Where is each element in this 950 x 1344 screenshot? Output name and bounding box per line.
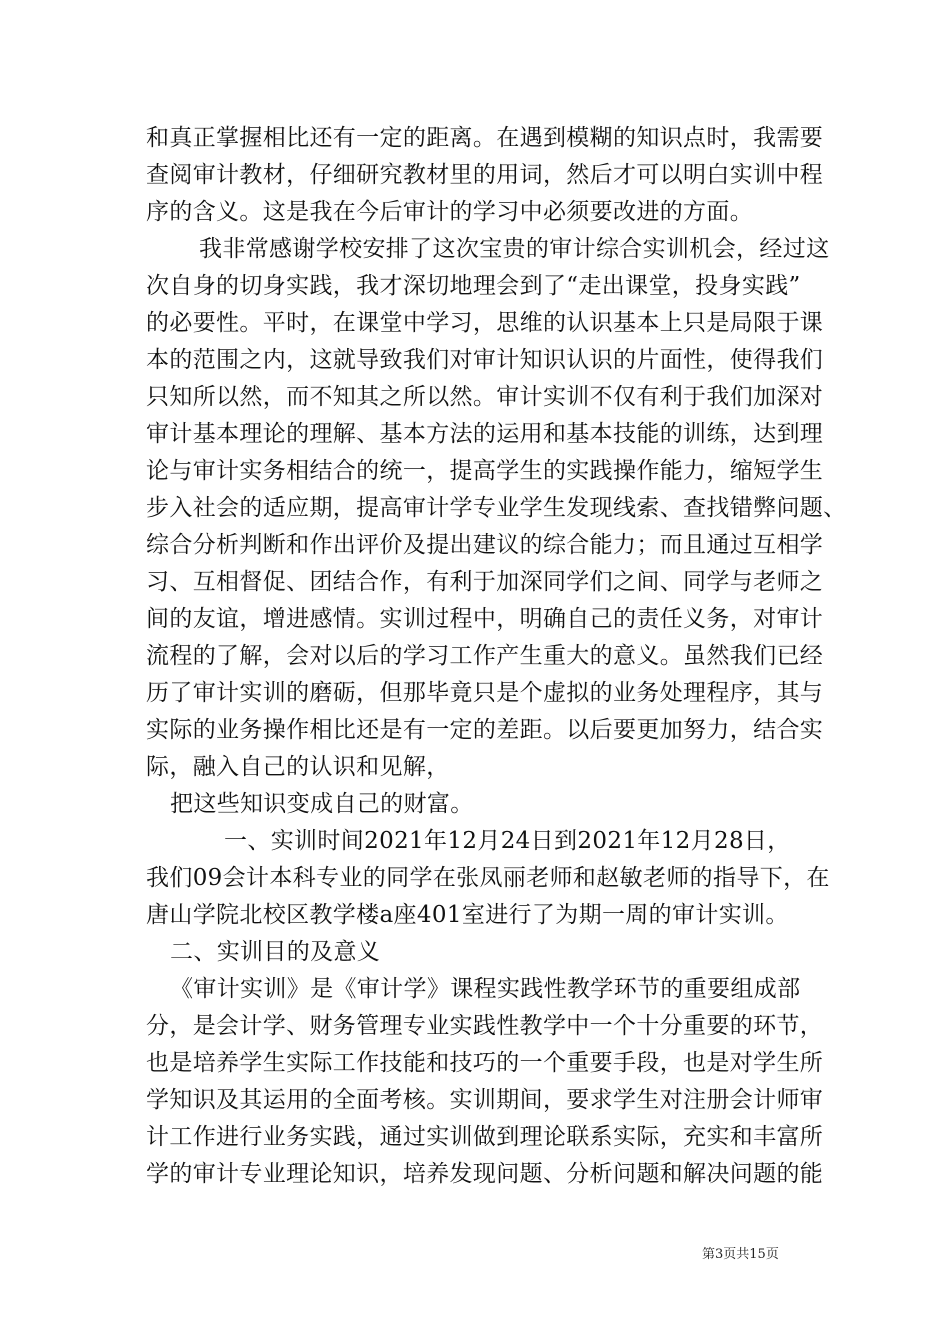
page-number-footer: 第3页共15页	[702, 1247, 779, 1262]
text-line-19: 把这些知识变成自己的财富。	[170, 791, 474, 817]
text-line-11: 步入社会的适应期，提高审计学专业学生发现线索、查找错弊问题、	[146, 495, 847, 521]
text-line-14: 间的友谊，增进感情。实训过程中，明确自己的责任义务，对审计	[146, 606, 824, 632]
text-line-25: 分，是会计学、财务管理专业实践性教学中一个十分重要的环节，	[146, 1013, 824, 1039]
text-line-20: 一、实训时间2021年12月24日到2021年12月28日，	[224, 828, 791, 854]
text-line-8: 只知所以然，而不知其之所以然。审计实训不仅有利于我们加深对	[146, 384, 824, 410]
text-line-4: 我非常感谢学校安排了这次宝贵的审计综合实训机会，经过这	[199, 236, 830, 262]
text-line-15: 流程的了解，会对以后的学习工作产生重大的意义。虽然我们已经	[146, 643, 824, 669]
text-line-13: 习、互相督促、团结合作，有利于加深同学们之间、同学与老师之	[146, 569, 824, 595]
text-line-17: 实际的业务操作相比还是有一定的差距。以后要更加努力，结合实	[146, 717, 824, 743]
text-line-29: 学的审计专业理论知识，培养发现问题、分析问题和解决问题的能	[146, 1161, 824, 1187]
text-line-21: 我们09会计本科专业的同学在张凤丽老师和赵敏老师的指导下，在	[146, 865, 830, 891]
section-heading: 二、实训目的及意义	[170, 939, 381, 965]
text-line-16: 历了审计实训的磨砺，但那毕竟只是个虚拟的业务处理程序，其与	[146, 680, 824, 706]
text-line-6: 的必要性。平时，在课堂中学习，思维的认识基本上只是局限于课	[146, 310, 824, 336]
text-line-12: 综合分析判断和作出评价及提出建议的综合能力；而且通过互相学	[146, 532, 824, 558]
text-line-7: 本的范围之内，这就导致我们对审计知识认识的片面性，使得我们	[146, 347, 824, 373]
text-line-22: 唐山学院北校区教学楼a座401室进行了为期一周的审计实训。	[146, 902, 789, 928]
text-line-27: 学知识及其运用的全面考核。实训期间，要求学生对注册会计师审	[146, 1087, 824, 1113]
text-line-3: 序的含义。这是我在今后审计的学习中必须要改进的方面。	[146, 199, 754, 225]
text-line-18: 际，融入自己的认识和见解，	[146, 754, 450, 780]
text-line-5: 次自身的切身实践，我才深切地理会到了“走出课堂，投身实践”	[146, 273, 801, 299]
text-line-28: 计工作进行业务实践，通过实训做到理论联系实际，充实和丰富所	[146, 1124, 824, 1150]
text-line-2: 查阅审计教材，仔细研究教材里的用词，然后才可以明白实训中程	[146, 162, 824, 188]
text-line-9: 审计基本理论的理解、基本方法的运用和基本技能的训练，达到理	[146, 421, 824, 447]
text-line-26: 也是培养学生实际工作技能和技巧的一个重要手段，也是对学生所	[146, 1050, 824, 1076]
text-line-24: 《审计实训》是《审计学》课程实践性教学环节的重要组成部	[170, 976, 801, 1002]
text-line-1: 和真正掌握相比还有一定的距离。在遇到模糊的知识点时，我需要	[146, 125, 824, 151]
text-line-10: 论与审计实务相结合的统一，提高学生的实践操作能力，缩短学生	[146, 458, 824, 484]
